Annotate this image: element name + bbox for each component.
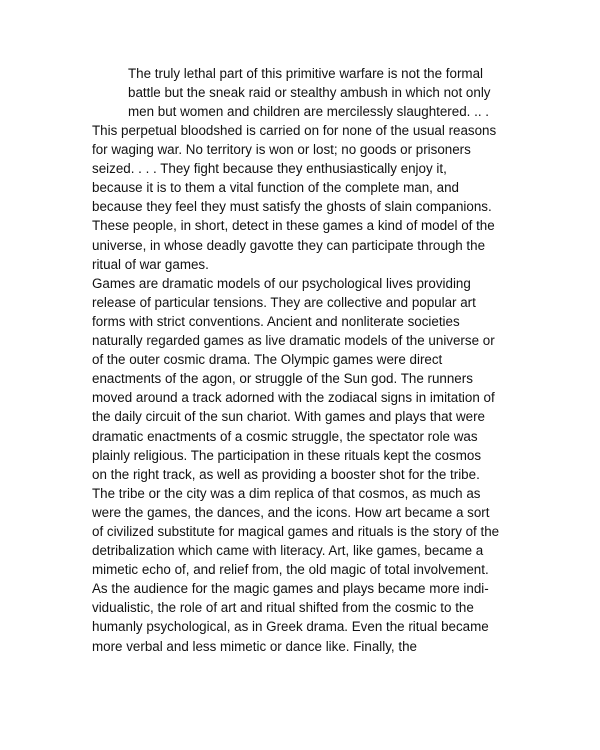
quote-line: This perpetual bloodshed is carried on for none of the usual reasons bbox=[92, 123, 497, 138]
quote-line: ritual of war games. bbox=[92, 256, 209, 272]
quote-line: men but women and children are mercilessly slaughtered. .. . bbox=[128, 104, 489, 120]
paragraph-line: dramatic enactments of a cosmic struggle, the spectator role was bbox=[92, 428, 478, 444]
paragraph-line: humanly psychological, as in Greek drama. Even the ritual became bbox=[92, 619, 489, 635]
quote-line: because it is to them a vital function of the complete man, and bbox=[92, 180, 459, 196]
paragraph-line: forms with strict conventions. Ancient and nonliterate societies bbox=[92, 313, 460, 329]
paragraph-line: The tribe or the city was a dim replica of that cosmos, as much as bbox=[92, 485, 481, 501]
paragraph-line: detribalization which came with literacy. Art, like games, became a bbox=[92, 543, 484, 559]
paragraph-line: moved around a track adorned with the zodiacal signs in imitation of bbox=[92, 390, 495, 406]
block-quote bbox=[92, 64, 522, 121]
paragraph-line: As the audience for the magic games and plays became more indi- bbox=[92, 581, 489, 597]
paragraph-line: enactments of the agon, or struggle of the Sun god. The runners bbox=[92, 371, 473, 387]
paragraph-line: more verbal and less mimetic or dance like. Finally, the bbox=[92, 638, 417, 654]
paragraph-line: of civilized substitute for magical games and rituals is the story of the bbox=[92, 523, 500, 539]
paragraph-line: vidualistic, the role of art and ritual shifted from the cosmic to the bbox=[92, 600, 474, 616]
paragraph-line: of the outer cosmic drama. The Olympic games were direct bbox=[92, 352, 443, 368]
quote-line: for waging war. No territory is won or lost; no goods or prisoners bbox=[92, 142, 471, 158]
paragraph-line: the daily circuit of the sun chariot. With games and plays that were bbox=[92, 409, 485, 425]
paragraph-line: release of particular tensions. They are collective and popular art bbox=[92, 294, 476, 310]
paragraph-line: were the games, the dances, and the icons. How art became a sort bbox=[92, 504, 490, 520]
paragraph-line: plainly religious. The participation in these rituals kept the cosmos bbox=[92, 447, 482, 463]
quote-line: seized. . . . They fight because they enthusiastically enjoy it, bbox=[92, 161, 447, 177]
quote-line: The truly lethal part of this primitive warfare is not the formal bbox=[128, 66, 483, 81]
quote-line: because they feel they must satisfy the ghosts of slain companions. bbox=[92, 199, 492, 215]
paragraph-line: naturally regarded games as live dramatic models of the universe or bbox=[92, 333, 495, 349]
quote-line: universe, in whose deadly gavotte they can participate through the bbox=[92, 237, 486, 253]
paragraph-line: on the right track, as well as providing a booster shot for the tribe. bbox=[92, 466, 480, 482]
body-text bbox=[92, 121, 522, 656]
quote-line: These people, in short, detect in these games a kind of model of the bbox=[92, 218, 495, 234]
paragraph-line: Games are dramatic models of our psychological lives providing bbox=[92, 275, 471, 291]
paragraph-line: mimetic echo of, and relief from, the old magic of total involvement. bbox=[92, 562, 489, 578]
quote-line: battle but the sneak raid or stealthy ambush in which not only bbox=[128, 85, 491, 101]
